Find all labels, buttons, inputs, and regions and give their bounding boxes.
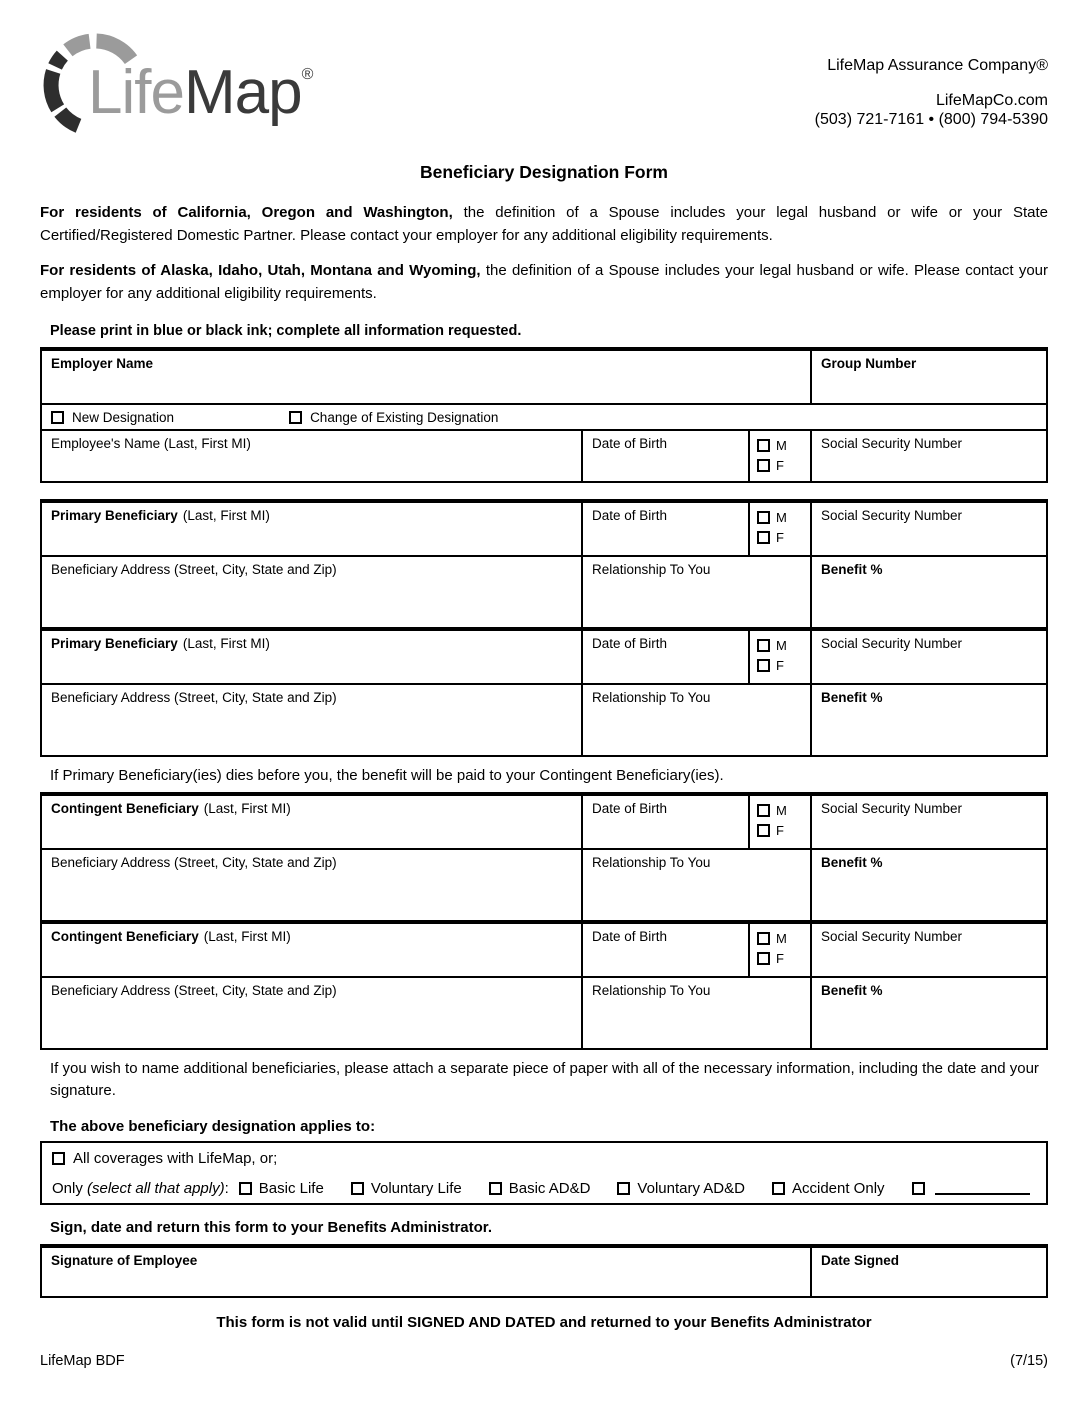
checkbox-new-designation[interactable] bbox=[51, 411, 64, 424]
male-label: M bbox=[776, 931, 787, 946]
contingent-beneficiary-block-1 bbox=[40, 792, 1048, 922]
company-contact-block bbox=[815, 30, 1048, 142]
signature-label: Signature of Employee bbox=[51, 1253, 198, 1268]
intro-bold-west: For residents of California, Oregon and Washington, bbox=[40, 204, 453, 221]
employee-name-label: Employee's Name (Last, First MI) bbox=[51, 436, 251, 451]
sign-instruction: Sign, date and return this form to your Benefits Administrator. bbox=[50, 1219, 492, 1236]
registered-mark: ® bbox=[301, 66, 313, 83]
male-label: M bbox=[776, 803, 787, 818]
name-suffix-label: (Last, First MI) bbox=[203, 929, 291, 944]
relationship-label: Relationship To You bbox=[592, 562, 711, 577]
wordmark-life: Life bbox=[88, 58, 184, 127]
name-suffix-label: (Last, First MI) bbox=[182, 636, 270, 651]
primary-beneficiary-block-1 bbox=[40, 499, 1048, 629]
wordmark-map: Map bbox=[183, 58, 302, 127]
primary-beneficiary-block-2 bbox=[40, 627, 1048, 757]
employer-name-field[interactable] bbox=[42, 351, 810, 403]
intro-paragraph-west bbox=[40, 201, 1048, 247]
lifemap-logo bbox=[40, 30, 370, 142]
form-title: Beneficiary Designation Form bbox=[420, 162, 668, 182]
relationship-label: Relationship To You bbox=[592, 855, 711, 870]
beneficiary-ssn-field[interactable] bbox=[810, 503, 1046, 555]
name-suffix-label: (Last, First MI) bbox=[182, 508, 270, 523]
checkbox-male[interactable] bbox=[757, 439, 770, 452]
primary-beneficiary-section bbox=[40, 499, 1048, 757]
applies-to-box bbox=[40, 1141, 1048, 1205]
dob-label: Date of Birth bbox=[592, 801, 668, 816]
intro-paragraph-mountain bbox=[40, 259, 1048, 305]
benefit-percent-label: Benefit % bbox=[821, 855, 883, 870]
intro-text-west: the definition of a Spouse includes your legal husband or wife or your State Certified/Registered Domestic Partner. Please contact your employer for any additional eligibility requirements. bbox=[40, 204, 1048, 244]
only-coverages-row bbox=[42, 1173, 1046, 1203]
lifemap-wordmark bbox=[88, 58, 313, 127]
male-label: M bbox=[776, 638, 787, 653]
company-website: LifeMapCo.com bbox=[935, 92, 1048, 109]
relationship-field[interactable] bbox=[581, 557, 810, 627]
beneficiary-gender-field bbox=[748, 631, 810, 683]
beneficiary-gender-field bbox=[748, 796, 810, 848]
female-label: F bbox=[776, 530, 784, 545]
checkbox-accident-only[interactable] bbox=[772, 1182, 785, 1195]
date-signed-label: Date Signed bbox=[821, 1253, 900, 1268]
employee-name-field[interactable] bbox=[42, 431, 581, 481]
beneficiary-ssn-field[interactable] bbox=[810, 631, 1046, 683]
female-label: F bbox=[776, 951, 784, 966]
employee-info-table bbox=[40, 347, 1048, 483]
ssn-label: Social Security Number bbox=[821, 508, 963, 523]
group-number-field[interactable] bbox=[810, 351, 1046, 403]
checkbox-female[interactable] bbox=[757, 952, 770, 965]
employee-gender-field bbox=[748, 431, 810, 481]
ssn-label: Social Security Number bbox=[821, 801, 963, 816]
validity-note: This form is not valid until SIGNED AND DATED and returned to your Benefits Administrator bbox=[216, 1314, 872, 1331]
accident-only-label: Accident Only bbox=[791, 1179, 885, 1197]
beneficiary-dob-field[interactable] bbox=[581, 924, 748, 976]
dob-label: Date of Birth bbox=[592, 508, 668, 523]
benefit-percent-field[interactable] bbox=[810, 850, 1046, 920]
beneficiary-ssn-field[interactable] bbox=[810, 924, 1046, 976]
beneficiary-gender-field bbox=[748, 924, 810, 976]
checkbox-male[interactable] bbox=[757, 932, 770, 945]
beneficiary-dob-field[interactable] bbox=[581, 631, 748, 683]
checkbox-voluntary-life[interactable] bbox=[351, 1182, 364, 1195]
intro-text-mountain: the definition of a Spouse includes your legal husband or wife. Please contact your employer for any additional eligibility requirements. bbox=[40, 262, 1049, 302]
beneficiary-type-label: Primary Beneficiary bbox=[51, 508, 178, 523]
checkbox-all-coverages[interactable] bbox=[52, 1152, 65, 1165]
beneficiary-type-label: Primary Beneficiary bbox=[51, 636, 178, 651]
checkbox-basic-add[interactable] bbox=[489, 1182, 502, 1195]
ssn-label: Social Security Number bbox=[821, 929, 963, 944]
signature-of-employee-field[interactable] bbox=[42, 1248, 810, 1296]
change-designation-label: Change of Existing Designation bbox=[310, 409, 499, 425]
checkbox-female[interactable] bbox=[757, 459, 770, 472]
basic-life-label: Basic Life bbox=[258, 1179, 324, 1197]
beneficiary-address-field[interactable] bbox=[42, 978, 581, 1048]
address-label: Beneficiary Address (Street, City, State and Zip) bbox=[51, 690, 337, 705]
print-instruction: Please print in blue or black ink; complete all information requested. bbox=[50, 323, 522, 339]
checkbox-change-designation[interactable] bbox=[289, 411, 302, 424]
beneficiary-name-field[interactable] bbox=[42, 924, 581, 976]
ssn-label: Social Security Number bbox=[821, 436, 963, 451]
beneficiary-name-field[interactable] bbox=[42, 631, 581, 683]
name-suffix-label: (Last, First MI) bbox=[203, 801, 291, 816]
checkbox-basic-life[interactable] bbox=[239, 1182, 252, 1195]
group-number-label: Group Number bbox=[821, 356, 917, 371]
voluntary-life-label: Voluntary Life bbox=[370, 1179, 462, 1197]
dob-label: Date of Birth bbox=[592, 929, 668, 944]
dob-label: Date of Birth bbox=[592, 636, 668, 651]
checkbox-male[interactable] bbox=[757, 639, 770, 652]
new-designation-label: New Designation bbox=[72, 409, 175, 425]
relationship-field[interactable] bbox=[581, 850, 810, 920]
beneficiary-name-field[interactable] bbox=[42, 796, 581, 848]
checkbox-male[interactable] bbox=[757, 511, 770, 524]
relationship-label: Relationship To You bbox=[592, 983, 711, 998]
benefit-percent-label: Benefit % bbox=[821, 562, 883, 577]
benefit-percent-field[interactable] bbox=[810, 685, 1046, 755]
address-label: Beneficiary Address (Street, City, State and Zip) bbox=[51, 562, 337, 577]
company-phone: (503) 721-7161 • (800) 794-5390 bbox=[814, 111, 1048, 128]
dob-label: Date of Birth bbox=[592, 436, 668, 451]
form-code: LifeMap BDF bbox=[40, 1353, 125, 1369]
page-footer bbox=[40, 1353, 1048, 1369]
employee-ssn-field[interactable] bbox=[810, 431, 1046, 481]
beneficiary-type-label: Contingent Beneficiary bbox=[51, 801, 199, 816]
page-header bbox=[40, 30, 1048, 142]
ssn-label: Social Security Number bbox=[821, 636, 963, 651]
employee-dob-field[interactable] bbox=[581, 431, 748, 481]
beneficiary-type-label: Contingent Beneficiary bbox=[51, 929, 199, 944]
female-label: F bbox=[776, 823, 784, 838]
all-coverages-row bbox=[42, 1143, 1046, 1173]
additional-beneficiaries-note: If you wish to name additional beneficiaries, please attach a separate piece of paper with all of the necessary information, including the date and your signature. bbox=[50, 1060, 1039, 1099]
basic-add-label: Basic AD&D bbox=[508, 1179, 591, 1197]
select-all-italic: (select all that apply) bbox=[87, 1179, 225, 1197]
benefit-percent-label: Benefit % bbox=[821, 983, 883, 998]
female-label: F bbox=[776, 658, 784, 673]
checkbox-female[interactable] bbox=[757, 531, 770, 544]
male-label: M bbox=[776, 438, 787, 453]
beneficiary-ssn-field[interactable] bbox=[810, 796, 1046, 848]
relationship-field[interactable] bbox=[581, 685, 810, 755]
beneficiary-dob-field[interactable] bbox=[581, 796, 748, 848]
date-signed-field[interactable] bbox=[810, 1248, 1046, 1296]
voluntary-add-label: Voluntary AD&D bbox=[637, 1179, 745, 1197]
contingent-note: If Primary Beneficiary(ies) dies before you, the benefit will be paid to your Contingent Beneficiary(ies). bbox=[50, 767, 724, 784]
contingent-beneficiary-section bbox=[40, 792, 1048, 1050]
beneficiary-address-field[interactable] bbox=[42, 850, 581, 920]
beneficiary-gender-field bbox=[748, 503, 810, 555]
female-label: F bbox=[776, 458, 784, 473]
beneficiary-address-field[interactable] bbox=[42, 685, 581, 755]
checkbox-female[interactable] bbox=[757, 659, 770, 672]
address-label: Beneficiary Address (Street, City, State and Zip) bbox=[51, 855, 337, 870]
revision-date: (7/15) bbox=[1010, 1353, 1048, 1369]
signature-table bbox=[40, 1244, 1048, 1298]
relationship-label: Relationship To You bbox=[592, 690, 711, 705]
beneficiary-dob-field[interactable] bbox=[581, 503, 748, 555]
checkbox-male[interactable] bbox=[757, 804, 770, 817]
only-label: Only (select all that apply): bbox=[52, 1179, 229, 1197]
address-label: Beneficiary Address (Street, City, State and Zip) bbox=[51, 983, 337, 998]
contingent-beneficiary-block-2 bbox=[40, 920, 1048, 1050]
company-name: LifeMap Assurance Company® bbox=[827, 57, 1048, 74]
benefit-percent-field[interactable] bbox=[810, 978, 1046, 1048]
checkbox-voluntary-add[interactable] bbox=[617, 1182, 630, 1195]
male-label: M bbox=[776, 510, 787, 525]
checkbox-other-coverage[interactable] bbox=[912, 1182, 925, 1195]
relationship-field[interactable] bbox=[581, 978, 810, 1048]
designation-type-row bbox=[42, 405, 1046, 429]
all-coverages-label: All coverages with LifeMap, or; bbox=[73, 1149, 278, 1167]
benefit-percent-field[interactable] bbox=[810, 557, 1046, 627]
benefit-percent-label: Benefit % bbox=[821, 690, 883, 705]
beneficiary-address-field[interactable] bbox=[42, 557, 581, 627]
other-coverage-write-in-line[interactable] bbox=[935, 1181, 1030, 1195]
intro-bold-mountain: For residents of Alaska, Idaho, Utah, Montana and Wyoming, bbox=[40, 262, 481, 279]
applies-to-heading: The above beneficiary designation applies to: bbox=[50, 1118, 376, 1135]
beneficiary-name-field[interactable] bbox=[42, 503, 581, 555]
checkbox-female[interactable] bbox=[757, 824, 770, 837]
employer-name-label: Employer Name bbox=[51, 356, 154, 371]
